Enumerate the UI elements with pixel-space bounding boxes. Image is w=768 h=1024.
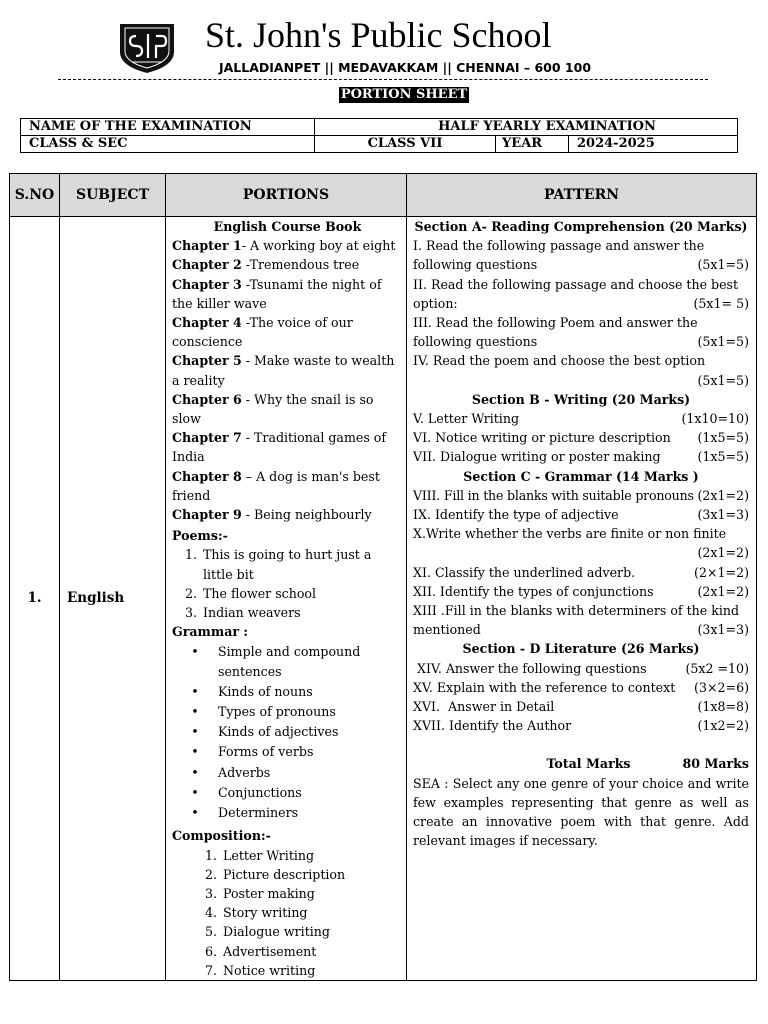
question-15-text: XV. Explain with the reference to context [413,679,676,695]
composition-label: Composition:- [172,828,271,844]
list-item-text: Story writing [223,905,308,921]
grammar-item-text: Kinds of adjectives [218,724,339,740]
list-item [192,884,403,903]
sheet-title: PORTION SHEET [340,87,468,102]
chapter-separator: - [241,430,255,446]
serial-number: 1. [10,217,60,981]
chapter-number: Chapter 3 [172,276,242,292]
list-item [172,603,403,622]
question-8-marks: (2x1=2) [697,487,749,503]
chapter-list [172,236,403,524]
grammar-item-text: Conjunctions [218,784,302,800]
question-7-text: VII. Dialogue writing or poster making [413,449,661,465]
question-14-text: XIV. Answer the following questions [413,660,647,676]
grammar-list [172,642,403,822]
subject-name: English [60,217,166,981]
list-item-number: 4. [204,905,217,921]
list-item-number: 1. [204,847,217,863]
exam-label: NAME OF THE EXAMINATION [21,119,315,136]
chapter-title: Tremendous tree [249,257,360,273]
grammar-label: Grammar : [172,624,249,640]
list-item [172,545,403,583]
year-value: 2024-2025 [569,136,738,153]
chapter-number: Chapter 9 [172,507,242,523]
question-7 [413,447,749,466]
chapter-number: Chapter 5 [172,353,242,369]
question-16-text: XVI. Answer in Detail [413,699,555,715]
list-item [172,584,403,603]
list-item [192,961,403,980]
question-8 [413,486,749,505]
question-14 [413,659,749,678]
poem-list [172,545,403,622]
bullet-icon: • [191,704,199,720]
bullet-icon: • [191,644,199,660]
question-10-text: X.Write whether the verbs are finite or non finite [413,526,727,542]
question-6-marks: (1x5=5) [697,430,749,446]
bullet-icon: • [191,805,199,821]
question-6-text: VI. Notice writing or picture description [413,430,671,446]
section-d-title: Section - D Literature (26 Marks) [462,641,700,657]
question-13-text: XIII .Fill in the blanks with determiners of the kind [413,603,740,619]
list-item-number: 6. [204,943,217,959]
header-sno: S.NO [10,174,60,217]
chapter-item [172,505,403,524]
list-item-text: Letter Writing [223,847,315,863]
list-item-text: Picture description [223,866,346,882]
grammar-item [172,763,403,782]
chapter-separator: - [241,238,251,254]
chapter-title: Being neighbourly [254,507,372,523]
bullet-icon: • [191,744,199,760]
question-1-text: I. Read the following passage and answer the [413,238,705,254]
list-item-text: Poster making [223,885,315,901]
question-7-marks: (1x5=5) [697,449,749,465]
question-4 [413,351,749,389]
question-5-marks: (1x10=10) [681,411,749,427]
section-b-title: Section B - Writing (20 Marks) [471,391,691,407]
year-label: YEAR [496,136,569,153]
question-14-marks: (5x2 =10) [685,660,749,676]
chapter-title: A working boy at eight [250,238,396,254]
chapter-title: Make waste to wealth a reality [172,353,395,388]
chapter-number: Chapter 1 [172,238,242,254]
poems-label: Poems:- [172,528,228,544]
grammar-item [172,742,403,761]
chapter-number: Chapter 7 [172,430,242,446]
chapter-title: Traditional games of India [172,430,387,465]
header-pattern: PATTERN [407,174,757,217]
list-item-text: Dialogue writing [223,924,330,940]
chapter-separator: – [241,468,257,484]
question-2-marks: (5x1= 5) [693,295,749,311]
question-12-marks: (2x1=2) [697,583,749,599]
section-a-title: Section A- Reading Comprehension (20 Marks) [414,219,748,234]
grammar-item [172,722,403,741]
question-9-marks: (3x1=3) [697,507,749,523]
bullet-icon: • [191,683,199,699]
question-12 [413,582,749,601]
question-1 [413,236,749,274]
list-item [192,903,403,922]
class-label: CLASS & SEC [21,136,315,153]
question-1-text-2: following questions [413,257,538,273]
header-subject: SUBJECT [60,174,166,217]
grammar-item [172,803,403,822]
chapter-item [172,313,403,351]
question-17 [413,716,749,735]
grammar-item-text: Determiners [218,805,299,821]
list-item-text: Advertisement [223,943,317,959]
question-2 [413,275,749,313]
question-3-text-2: following questions [413,334,538,350]
question-4-marks: (5x1=5) [697,372,749,388]
chapter-number: Chapter 2 [172,257,242,273]
chapter-separator: - [241,315,250,331]
question-16-marks: (1x8=8) [697,699,749,715]
list-item [192,846,403,865]
grammar-item [172,642,403,680]
question-13-marks: (3x1=3) [697,622,749,638]
question-16 [413,697,749,716]
question-8-text: VIII. Fill in the blanks with suitable pronouns [413,487,694,503]
portions-cell [166,217,407,981]
list-item-text: Indian weavers [203,605,301,621]
question-2-text-2: option: [413,295,458,311]
list-item-number: 2. [184,585,197,601]
question-3-marks: (5x1=5) [697,334,749,350]
class-value: CLASS VII [315,136,496,153]
list-item [192,942,403,961]
question-1-marks: (5x1=5) [697,257,749,273]
composition-list [192,846,403,980]
chapter-number: Chapter 6 [172,391,242,407]
list-item-number: 2. [204,866,217,882]
question-5 [413,409,749,428]
question-11-text: XI. Classify the underlined adverb. [413,564,636,580]
question-3-text: III. Read the following Poem and answer the [413,315,698,331]
chapter-item [172,428,403,466]
grammar-item [172,783,403,802]
chapter-title: The voice of our conscience [172,315,353,350]
question-6 [413,428,749,447]
list-item-number: 7. [204,962,217,978]
chapter-item [172,390,403,428]
total-marks-value: 80 Marks [682,756,749,772]
chapter-separator: - [241,276,250,292]
grammar-item-text: Kinds of nouns [218,683,313,699]
chapter-separator: - [241,507,255,523]
pattern-cell [407,217,757,981]
question-9 [413,505,749,524]
question-15 [413,678,749,697]
exam-info-table [20,118,738,153]
total-marks [413,754,749,773]
question-5-text: V. Letter Writing [413,411,520,427]
question-2-text: II. Read the following passage and choose the best [413,276,739,292]
exam-value: HALF YEARLY EXAMINATION [315,119,738,136]
chapter-title: Tsunami the night of the killer wave [172,276,382,311]
chapter-title: A dog is man's best friend [172,468,380,503]
dashed-divider [58,79,708,80]
chapter-item [172,467,403,505]
question-10-marks: (2x1=2) [697,545,749,561]
chapter-item [172,275,403,313]
grammar-item-text: Adverbs [218,764,271,780]
question-4-text: IV. Read the poem and choose the best option [413,353,706,369]
question-13-text-2: mentioned [413,622,481,638]
list-item [192,865,403,884]
chapter-item [172,351,403,389]
list-item-text: Notice writing [223,962,316,978]
question-17-marks: (1x2=2) [697,718,749,734]
grammar-item-text: Simple and compound sentences [218,644,361,679]
list-item-number: 3. [184,605,197,621]
question-11-marks: (2×1=2) [694,564,749,580]
bullet-icon: • [191,764,199,780]
chapter-number: Chapter 8 [172,468,242,484]
school-address: JALLADIANPET || MEDAVAKKAM || CHENNAI – 600 100 [218,60,592,75]
list-item-number: 1. [184,547,197,563]
question-17-text: XVII. Identify the Author [413,718,572,734]
list-item [192,922,403,941]
question-12-text: XII. Identify the types of conjunctions [413,583,654,599]
chapter-item [172,236,403,255]
question-15-marks: (3×2=6) [694,679,749,695]
question-9-text: IX. Identify the type of adjective [413,507,619,523]
chapter-separator: - [241,353,255,369]
chapter-title: Why the snail is so slow [172,391,374,427]
question-11 [413,563,749,582]
header-portions: PORTIONS [166,174,407,217]
list-item-number: 3. [204,885,217,901]
school-name: St. John's Public School [205,15,552,55]
question-13 [413,601,749,639]
chapter-separator: - [241,257,250,273]
question-10 [413,524,749,562]
grammar-item-text: Forms of verbs [218,744,314,760]
bullet-icon: • [191,784,199,800]
chapter-separator: - [241,391,255,407]
question-3 [413,313,749,351]
portion-table [9,173,757,981]
bullet-icon: • [191,724,199,740]
grammar-item [172,702,403,721]
section-c-title: Section C - Grammar (14 Marks ) [463,468,699,484]
list-item-text: This is going to hurt just a little bit [203,547,372,582]
book-title: English Course Book [213,219,362,234]
total-marks-label: Total Marks [546,756,631,772]
sea-note: SEA : Select any one genre of your choice and write few examples representing that genre as well as create an innovative poem with that genre. Add relevant images if necessary. [413,775,749,849]
chapter-number: Chapter 4 [172,315,242,331]
grammar-item-text: Types of pronouns [218,704,336,720]
list-item-number: 5. [204,924,217,940]
chapter-item [172,255,403,274]
grammar-item [172,682,403,701]
list-item-text: The flower school [203,585,317,601]
